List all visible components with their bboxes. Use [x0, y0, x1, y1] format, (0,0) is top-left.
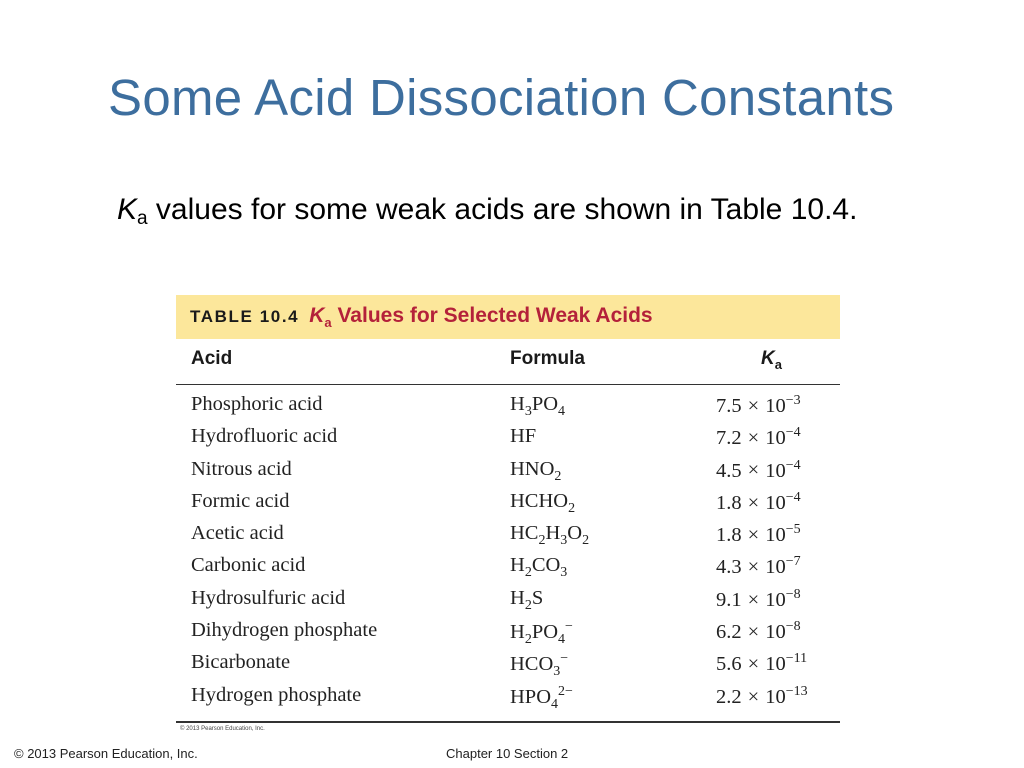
times-symbol: × [747, 491, 760, 514]
formula-part: − [565, 619, 573, 635]
subtitle-k: K [117, 193, 138, 226]
formula-part: 3 [553, 664, 561, 680]
formula-part: H [510, 586, 525, 609]
acid-formula [510, 619, 573, 648]
times-symbol: × [747, 556, 760, 579]
acid-formula [510, 684, 573, 713]
formula-part: 3 [524, 404, 532, 420]
ka-value [716, 619, 801, 644]
header-ka [761, 348, 782, 372]
ka-exponent: −4 [785, 489, 801, 505]
table-row [176, 519, 840, 551]
formula-part: 2− [558, 683, 573, 699]
slide-subtitle [117, 193, 857, 227]
ka-value [716, 587, 801, 612]
ka-value [716, 393, 801, 418]
ka-value [716, 651, 807, 676]
formula-part: − [560, 651, 569, 667]
ka-exponent: −5 [785, 522, 801, 538]
times-symbol: × [747, 459, 760, 482]
formula-part: H [510, 554, 525, 577]
table-body [176, 390, 840, 713]
acid-name: Dihydrogen phosphate [191, 619, 378, 642]
acid-formula [510, 651, 568, 680]
acid-name: Phosphoric acid [191, 393, 323, 415]
acid-name: Hydrofluoric acid [191, 425, 338, 448]
ka-value [716, 522, 801, 547]
table-title-text: Values for Selected Weak Acids [331, 303, 653, 327]
formula-part: H [510, 620, 525, 643]
acid-name: Carbonic acid [191, 554, 306, 577]
ka-exponent: −7 [785, 554, 801, 570]
ka-value [716, 490, 801, 515]
table-row [176, 648, 840, 680]
ka-mantissa: 5.6 [716, 653, 742, 676]
table-row [176, 584, 840, 616]
ka-base: 10 [765, 394, 786, 417]
formula-part: H [545, 522, 561, 545]
formula-part: HCO [510, 653, 554, 676]
table-row [176, 390, 840, 422]
formula-part: HF [510, 425, 537, 448]
formula-part: 3 [560, 565, 568, 581]
ka-exponent: −4 [785, 457, 801, 473]
formula-part: HNO [510, 457, 555, 480]
ka-base: 10 [765, 524, 786, 547]
ka-base: 10 [765, 588, 786, 611]
times-symbol: × [747, 588, 760, 611]
ka-mantissa: 7.5 [716, 394, 742, 417]
acid-name: Formic acid [191, 489, 290, 512]
acid-name: Acetic acid [191, 522, 284, 545]
formula-part: CO [531, 554, 561, 577]
ka-base: 10 [765, 427, 786, 450]
ka-mantissa: 4.3 [716, 556, 742, 579]
ka-base: 10 [765, 685, 786, 708]
formula-part: 2 [524, 597, 532, 613]
times-symbol: × [747, 427, 760, 450]
formula-part: 4 [558, 404, 566, 420]
header-ka-a: a [774, 356, 782, 372]
ka-base: 10 [765, 556, 786, 579]
ka-base: 10 [765, 653, 786, 676]
formula-part: 3 [560, 533, 568, 549]
acid-name: Nitrous acid [191, 457, 292, 480]
table-row [176, 551, 840, 583]
ka-mantissa: 1.8 [716, 491, 742, 514]
acid-formula [510, 458, 561, 485]
ka-mantissa: 9.1 [716, 588, 742, 611]
acid-formula [510, 522, 589, 549]
table-number: TABLE 10.4 [190, 307, 300, 326]
formula-part: PO [531, 620, 559, 643]
table-row [176, 422, 840, 454]
footer-copyright: © 2013 Pearson Education, Inc. [14, 746, 198, 761]
formula-part: H [510, 393, 525, 415]
table-row [176, 616, 840, 648]
ka-exponent: −4 [785, 425, 801, 441]
ka-exponent: −8 [785, 619, 801, 635]
times-symbol: × [747, 653, 760, 676]
formula-part: 2 [568, 500, 576, 516]
table-credit: © 2013 Pearson Education, Inc. [180, 726, 265, 732]
ka-mantissa: 6.2 [716, 620, 742, 643]
table-title [309, 304, 652, 330]
header-ka-k: K [761, 348, 775, 369]
ka-base: 10 [765, 620, 786, 643]
acid-name: Bicarbonate [191, 651, 291, 674]
formula-part: PO [531, 393, 559, 415]
times-symbol: × [747, 685, 760, 708]
formula-part: S [531, 586, 544, 609]
ka-value [716, 458, 801, 483]
table-header-row [176, 339, 840, 385]
formula-part: 4 [551, 696, 559, 712]
table-banner [176, 295, 840, 339]
slide-title: Some Acid Dissociation Constants [108, 69, 895, 126]
ka-value [716, 684, 808, 709]
header-acid: Acid [191, 348, 233, 369]
table-row [176, 487, 840, 519]
table-bottom-rule [176, 721, 840, 723]
ka-mantissa: 1.8 [716, 524, 742, 547]
ka-exponent: −3 [785, 393, 801, 408]
ka-table [176, 295, 840, 735]
formula-part: O [567, 522, 583, 545]
ka-mantissa: 7.2 [716, 427, 742, 450]
ka-base: 10 [765, 459, 786, 482]
acid-formula [510, 425, 536, 448]
formula-part: 4 [558, 632, 566, 647]
formula-part: 2 [582, 533, 590, 549]
acid-name: Hydrogen phosphate [191, 683, 362, 706]
formula-part: HC [510, 522, 539, 545]
formula-part: 2 [524, 632, 532, 647]
ka-exponent: −8 [785, 586, 801, 602]
ka-mantissa: 4.5 [716, 459, 742, 482]
header-formula: Formula [510, 348, 585, 369]
table-title-a: a [324, 315, 332, 331]
table-title-k: K [309, 303, 325, 327]
acid-formula [510, 393, 565, 420]
footer-chapter: Chapter 10 Section 2 [446, 746, 569, 761]
ka-base: 10 [765, 491, 786, 514]
ka-exponent: −13 [785, 683, 808, 699]
times-symbol: × [747, 394, 760, 417]
acid-formula [510, 554, 567, 581]
ka-mantissa: 2.2 [716, 685, 742, 708]
table-row [176, 681, 840, 713]
ka-exponent: −11 [785, 651, 808, 667]
formula-part: 2 [554, 468, 562, 484]
acid-formula [510, 490, 575, 517]
ka-value [716, 554, 801, 579]
times-symbol: × [747, 524, 760, 547]
acid-name: Hydrosulfuric acid [191, 586, 346, 609]
formula-part: 2 [538, 533, 546, 549]
subtitle-a: a [137, 208, 148, 229]
subtitle-text: values for some weak acids are shown in Table 10.4. [147, 193, 858, 226]
times-symbol: × [747, 620, 760, 643]
ka-value [716, 425, 801, 450]
formula-part: 2 [524, 565, 532, 581]
formula-part: HCHO [510, 489, 569, 512]
table-row [176, 455, 840, 487]
acid-formula [510, 587, 543, 614]
formula-part: HPO [510, 685, 552, 708]
